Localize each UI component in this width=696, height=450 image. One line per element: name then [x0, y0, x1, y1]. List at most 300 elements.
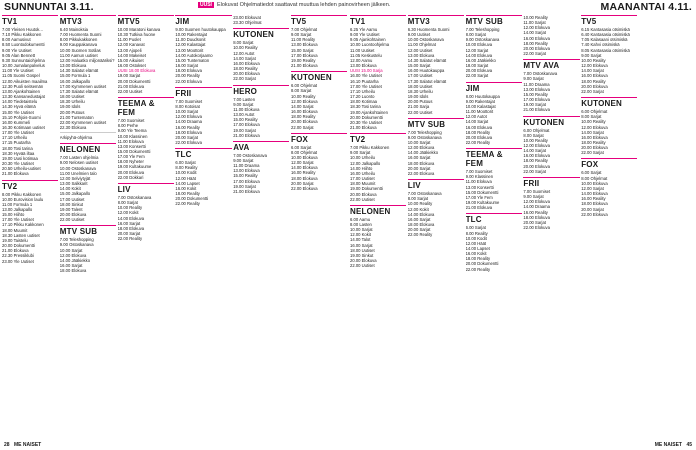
program-entry: 19.00 Dokumentti: [350, 186, 383, 192]
channel-heading: MTV SUB: [60, 225, 116, 236]
program-entry: 10.00 Reality: [407, 201, 433, 207]
program-entry: 22.00 Kymmenen uutiset: [59, 119, 107, 125]
page-footer: [0, 441, 696, 450]
program-entry: UUSI 18.00 Elokuva: [117, 68, 156, 74]
program-entry: 19.00 Reality: [291, 57, 316, 63]
program-entry: 16.00 Kokit: [175, 185, 197, 191]
program-entry: 20.00 Sarjat: [581, 206, 604, 212]
program-entry: 13.30 Kansanedustajat: [2, 94, 45, 100]
program-entry: 17.00 Yle Fem: [117, 154, 145, 160]
program-entry: 18.30 Lasten uutiset: [2, 232, 40, 238]
program-entry: 7.00 Lasten: [233, 96, 256, 102]
program-entry: 11.00 Moottorit: [465, 109, 494, 115]
program-entry: 10.00 Kodit: [465, 235, 487, 241]
program-entry: 21.00 Elokuva: [350, 124, 377, 130]
program-entry: 22.00 Elokuva: [407, 170, 435, 176]
channel-heading: MTV3: [408, 15, 464, 26]
program-entry: 12.00 Aikuisten maailma: [2, 78, 48, 84]
program-entry: 22.00 Sarjat: [465, 73, 489, 79]
program-entry: 17.30 Salatut elämät: [407, 78, 447, 84]
channel-heading: LIV: [118, 183, 174, 194]
new-badge: UUSI: [200, 2, 212, 8]
program-entry: 7.05 Kalasaani otsimiskä: [581, 37, 628, 43]
program-entry: 11.00 Reality: [291, 37, 316, 43]
program-entry: 19.00 Talent: [59, 206, 83, 212]
channel-heading: KUTONEN: [523, 116, 579, 127]
program-entry: 6.00 Sarjat: [291, 144, 312, 150]
program-entry: 18.00 Uutiset: [350, 247, 375, 253]
page-number-left: 28: [4, 442, 10, 448]
program-entry: 22.00 Uutiset: [407, 109, 433, 115]
program-entry: 10.00 Eurovision laulu: [2, 196, 44, 202]
program-entry: 12.00 Sarjat: [465, 47, 489, 53]
channel-heading: TLC: [466, 213, 522, 224]
program-entry: 15.00 Jalkapallo: [59, 191, 91, 197]
program-entry: 14.00 Sarjat: [465, 119, 489, 125]
program-entry: 7.00 Yleisen Huutok...: [2, 27, 43, 32]
program-entry: 18.00 Elokuva: [407, 222, 435, 227]
program-entry: 12.00 Elokuva: [175, 114, 202, 120]
program-entry: 16.00 Yle Uutiset: [350, 73, 382, 79]
tv-listings: [2, 15, 694, 440]
magazine-name-right: ME NAISET: [654, 442, 682, 448]
program-entry: 22.00 Sarjat: [523, 168, 546, 174]
program-entry: 18.00 Elokuva: [175, 68, 202, 74]
program-entry: 19.00 Kultakuume: [465, 200, 500, 206]
program-entry: 20.00 Dokumentti: [465, 261, 499, 267]
program-entry: 12.00 Elokuva: [523, 199, 550, 205]
program-entry: 14.00 Sarjat: [523, 148, 546, 154]
program-entry: 15.00 Reality: [233, 173, 258, 179]
program-entry: 18.00 Muumit: [2, 227, 28, 233]
channel-heading: TV2: [350, 133, 406, 144]
listing-column: [291, 15, 347, 440]
program-entry: 15.00 Tuntematon: [175, 57, 210, 63]
program-entry: 9.05 Alan Bennett: [2, 52, 36, 58]
program-entry: 18.00 Sinkut: [59, 201, 84, 207]
program-entry: 11.00 Uutiset: [350, 47, 375, 53]
page-number-right: 45: [686, 442, 692, 448]
program-entry: 9.00 Yle Teema: [117, 128, 147, 134]
program-entry: 18.00 Reality: [465, 129, 491, 135]
channel-heading: NELONEN: [60, 143, 116, 154]
program-entry: 10.00 Reality: [117, 205, 143, 211]
channel-heading: TV2: [2, 180, 58, 191]
program-entry: 15.00 Hiihto: [2, 212, 25, 218]
program-entry: 7.00 Ostoskanava: [407, 191, 442, 197]
program-entry: 19.00 Taistelu: [2, 237, 28, 243]
program-entry: 11.00 Elokuva: [233, 106, 260, 112]
program-entry: 10.30 Tutkiva huone: [117, 32, 156, 38]
program-entry: 11.00 Draama: [233, 163, 260, 169]
program-entry: 9.00 Ostoskanava: [465, 37, 500, 43]
program-entry: 18.30 Hyvää iltaa: [2, 150, 35, 156]
program-entry: 18.00 Reality: [465, 256, 491, 262]
program-entry: 7.00 Huomenta Suomi: [59, 32, 102, 38]
program-entry: 16.00 Sarjat: [175, 63, 198, 69]
program-entry: 13.00 Moottorit: [175, 47, 204, 53]
program-entry: 10.00 Elokuva: [581, 180, 608, 186]
program-entry: 20.00 Elokuva: [350, 258, 377, 264]
program-entry: 16.00 Elokuva: [523, 153, 550, 159]
program-entry: 18.00 Reality: [581, 78, 606, 84]
program-entry: 14.00 Elokuva: [117, 215, 145, 221]
program-entry: 16.00 Elokuva: [233, 60, 260, 66]
program-entry: 12.00 Jalkapallo: [350, 160, 381, 166]
program-entry: 23.00 Elokuvat: [233, 15, 261, 20]
program-entry: 16.00 Jalkapallo: [59, 78, 91, 84]
magazine-name-left: ME NAISET: [14, 442, 42, 448]
program-entry: 7.00 Ostoskanava: [233, 152, 267, 158]
program-entry: 20.00 Reality: [175, 73, 200, 79]
program-entry: 16.00 Sarjat: [59, 263, 83, 269]
program-entry: 18.00 Reality: [523, 40, 548, 46]
program-entry: 11.00 Elokuva: [465, 179, 492, 185]
program-entry: 8.00 Ohjelmat: [291, 149, 318, 155]
program-entry: 22.00 Sarjat: [291, 124, 314, 130]
listing-column: [60, 15, 116, 440]
program-entry: 20.00 Dokumentti: [350, 114, 383, 120]
program-entry: 9.05 Ajankohtainen: [350, 37, 386, 43]
program-entry: 6.00 Ohjelmat: [523, 127, 550, 133]
program-entry: 20.00 Putous: [407, 99, 433, 105]
channel-heading: TV5: [291, 15, 347, 26]
left-day-title: SUNNUNTAI 3.11.: [4, 1, 94, 13]
program-entry: 7.00 Suomiset: [175, 98, 203, 104]
program-entry: 7.00 Ostoskanava: [523, 71, 558, 77]
program-entry: 10.00 Reality: [233, 45, 258, 51]
program-entry: 14.00 Elokuva: [465, 52, 493, 58]
program-entry: 12.00 Kokit: [350, 232, 371, 238]
program-entry: 16.00 Sarjat: [117, 220, 141, 226]
program-entry: 20.00 Elokuva: [117, 169, 145, 175]
channel-heading: FOX: [581, 158, 637, 169]
program-entry: 7.00 Teleshopping: [407, 129, 442, 135]
program-entry: 6.25 Yle Aamu: [350, 27, 378, 32]
program-entry: 11.00 Yle Uutiset: [2, 68, 34, 74]
program-entry: 18.00 Elokuva: [581, 201, 608, 207]
program-entry: 12.00 Aamu: [350, 57, 373, 63]
program-entry: 22.30 Elokuva: [59, 124, 87, 130]
program-entry: 18.00 Elokuva: [407, 160, 435, 166]
program-entry: 8.00 Sarjat: [233, 40, 254, 46]
program-entry: 22.00 Reality: [175, 201, 200, 207]
header-note: [198, 2, 390, 8]
channel-heading: MTV5: [118, 15, 174, 26]
program-entry: 17.00 Yle Uutiset: [2, 130, 34, 136]
program-entry: 12.00 Sarjat: [291, 160, 314, 166]
channel-heading: HERO: [233, 85, 289, 96]
program-entry: 19.00 Idols: [59, 104, 81, 110]
program-entry: 12.00 Elokuva: [523, 142, 550, 148]
program-entry: 15.00 Reality: [233, 117, 258, 123]
program-entry: 17.30 Salatut elämät: [59, 88, 99, 94]
program-entry: 9.00 Sarjat: [523, 76, 544, 82]
program-entry: 20.00 Sarjat: [407, 227, 431, 233]
program-entry: 14.00 Jääkiekko: [407, 150, 439, 156]
program-entry: 20.00 Elokuva: [350, 191, 377, 197]
program-entry: 8.00 Sarjat: [407, 196, 429, 202]
program-entry: 20.50 Urheilu-uutiset: [2, 166, 41, 172]
program-entry: 14.30 Hyvä elämä: [2, 104, 36, 110]
program-entry: 7.00 Teleshopping: [59, 237, 94, 243]
program-entry: 9.00 Sarjat: [350, 150, 371, 156]
program-entry: 8.00 Huutokauppa: [465, 93, 500, 99]
program-entry: 12.00 Elokuva: [407, 145, 435, 151]
program-entry: 20.00 Sarjat: [117, 231, 141, 236]
program-entry: 14.00 Jääkiekko: [59, 257, 91, 263]
program-entry: 22.00 Elokuva: [175, 78, 202, 84]
program-entry: 21.00 Elokuva: [291, 63, 318, 69]
program-entry: 12.00 Kokit: [117, 210, 139, 216]
program-entry: 14.00 Sarjat: [581, 68, 604, 74]
channel-heading: AVA: [233, 141, 289, 152]
program-entry: 9.00 Sarjat: [581, 52, 602, 58]
program-entry: 22.00 Reality: [465, 266, 491, 272]
listing-column: [466, 15, 522, 440]
program-entry: 10.00 Sarjat: [407, 139, 431, 145]
program-entry: 12.00 Elokuva: [291, 98, 318, 104]
channel-heading: TV1: [350, 15, 406, 26]
program-entry: 22.00 Reality: [407, 232, 433, 238]
program-entry: 15.00 Dokumentti: [465, 189, 499, 195]
program-entry: 10.00 Rakentajat: [175, 32, 208, 38]
program-entry: 17.00 Uutiset: [407, 73, 433, 79]
channel-heading: KUTONEN: [233, 28, 289, 39]
program-entry: 17.00 Elokuva: [233, 178, 260, 184]
program-entry: 6.00 Sarjat: [175, 160, 196, 166]
program-entry: 10.00 Maratoni kanava: [117, 27, 161, 32]
program-entry: 20.00 Elokuva: [581, 83, 608, 89]
program-entry: 18.30 Tosi tarina: [350, 104, 381, 110]
program-entry: 13.00 Elokuva: [523, 86, 550, 92]
program-entry: 13.00 Elokuva: [407, 52, 435, 58]
program-entry: 14.00 Makeiset: [117, 52, 146, 58]
program-entry: 16.00 Sarjat: [407, 216, 431, 222]
program-entry: 11.00 Duudsonit: [175, 37, 206, 43]
program-entry: 18.00 Reality: [175, 191, 200, 197]
program-entry: 14.00 Sarjat: [581, 129, 604, 135]
program-entry: 13.00 Konsertti: [117, 143, 146, 149]
program-entry: 19.00 Sarjat: [233, 127, 256, 133]
program-entry: 17.00 Elokuva: [523, 97, 550, 103]
program-entry: 12.00 Elokuva: [523, 25, 550, 31]
program-entry: 9.00 Ostoskanava: [59, 242, 94, 248]
program-entry: 9.00 Kauppakanava: [59, 42, 98, 48]
program-entry: 10.00 Elokuva: [291, 154, 318, 160]
program-entry: 11.05 Keskustelu: [350, 52, 382, 58]
program-entry: 16.00 Elokuva: [291, 109, 318, 115]
program-entry: 12.00 Häät: [465, 240, 487, 246]
program-entry: 20.00 Sarjat: [407, 165, 431, 171]
channel-heading: MTV AVA: [523, 59, 579, 70]
program-entry: 12.00 Elokuva: [581, 63, 608, 69]
program-entry: 14.00 Lapset: [175, 180, 200, 186]
program-entry: 22.00 Sarjat: [581, 150, 604, 156]
program-entry: 20.00 Dokumentti: [2, 243, 35, 249]
program-entry: 18.00 Reality: [291, 114, 316, 120]
program-entry: 20.00 Elokuva: [233, 71, 260, 77]
program-entry: 14.00 Elokuva: [407, 211, 435, 217]
program-entry: 8.00 Reality: [175, 165, 198, 171]
program-entry: 12.00 Kokit: [407, 206, 429, 212]
program-entry: 8.00 Perhe: [117, 123, 139, 129]
program-entry: 13.00 Elokuva: [233, 168, 260, 174]
program-entry: 21.00 Elokuva: [523, 107, 550, 113]
program-entry: 10.00 Kalastajat: [465, 103, 496, 109]
program-entry: 18.00 Elokuva: [291, 175, 318, 181]
channel-heading: KUTONEN: [581, 97, 637, 108]
listing-column: [408, 15, 464, 440]
program-entry: 13.00 Autot: [233, 112, 255, 118]
program-entry: 16.00 Sarjat: [407, 155, 431, 161]
program-entry: 6.00 Aamu: [350, 216, 371, 222]
program-entry: 17.10 Pikku Kakkonen: [2, 222, 44, 228]
program-entry: 17.10 Urheilu: [2, 135, 27, 141]
program-entry: 14.00 Elokuva: [291, 165, 318, 171]
program-entry: 22.00 Elokuva: [581, 211, 608, 217]
program-entry: 22.00 Uutiset: [117, 88, 143, 94]
program-entry: 14.00 Sarjat: [233, 55, 256, 61]
program-entry: 16.10 Puutarha: [350, 78, 379, 84]
program-entry: 21.00 Tuntematon: [59, 114, 94, 120]
program-entry: 9.00 Sarjat: [291, 32, 312, 38]
right-day-title: MAANANTAI 4.11.: [600, 1, 692, 13]
program-entry: 7.40 Kahvi otsimiskä: [581, 42, 620, 48]
program-entry: 14.00 Draama: [523, 204, 550, 210]
program-entry: 15.00 Formula 1: [59, 73, 91, 79]
program-entry: 16.00 Reality: [523, 209, 548, 215]
program-entry: 19.00 Sarjat: [233, 183, 256, 189]
program-entry: 21.00 Elokuva: [2, 248, 29, 254]
program-entry: 8.00 Pikku Kakkonen: [2, 191, 42, 197]
program-entry: 8.00 Sarjat: [117, 200, 138, 206]
program-entry: 10.00 Sarjat: [350, 227, 373, 233]
program-entry: 20.00 Elokuva: [523, 163, 550, 169]
program-entry: 22.00 Elokuva: [291, 185, 318, 191]
program-entry: 17.00 Yle Fem: [465, 194, 493, 200]
program-entry: 12.00 Kanavat: [117, 42, 145, 48]
program-entry: 22.00 Sarjat: [233, 76, 256, 82]
program-entry: UUSI 15.00 Sarja: [350, 68, 383, 74]
program-entry: 7.00 Lasten ohjelmia: [59, 155, 99, 161]
program-entry: 16.00 Kokit: [465, 251, 487, 257]
program-entry: 21.00 Elokuva: [233, 132, 260, 138]
channel-heading: TV5: [581, 15, 637, 26]
program-entry: 8.00 Lasten: [350, 222, 372, 227]
program-entry: 8.00 Reality: [465, 230, 488, 236]
program-entry: 10.00 Jumalanpalvelus: [2, 63, 45, 69]
program-entry: 10.00 Reality: [581, 57, 606, 63]
program-entry: 19.00 Uusi kotimaa: [2, 155, 38, 161]
program-entry: 22.00 Uutiset: [59, 217, 85, 223]
program-entry: 19.00 Sinkut: [350, 252, 374, 258]
program-entry: 14.00 Kokit: [59, 186, 81, 192]
program-entry: 10.00 Kodit: [175, 170, 197, 176]
program-entry: 18.30 Urheilu: [59, 99, 85, 105]
program-entry: 12.00 Elokuva: [581, 124, 608, 130]
program-entry: 12.00 Häät: [175, 175, 196, 181]
channel-heading: FOX: [291, 133, 347, 144]
program-entry: 15.00 Aikuiset: [117, 57, 144, 63]
program-entry: 17.20 Luonto: [350, 94, 375, 100]
program-entry: 16.00 Ostokset: [117, 63, 146, 69]
program-entry: 18.00 Uutiset: [407, 83, 433, 89]
program-entry: 9.00 Yle Uutiset: [2, 47, 32, 53]
program-entry: 14.00 Sarjat: [523, 30, 546, 36]
program-entry: 14.00 Tiedetaistelu: [2, 99, 38, 105]
divider: [60, 132, 116, 133]
program-entry: 8.00 Pikkukakkonen: [59, 37, 98, 43]
program-entry: 18.00 Elokuva: [523, 214, 550, 220]
program-entry: 9.30 Sunnuntaiohjelma: [2, 57, 45, 63]
program-entry: 21.00 Elokuva: [233, 188, 260, 194]
program-entry: 9.00 Yle Uutiset: [350, 32, 380, 38]
program-entry: 11.00 Puolet: [117, 37, 141, 43]
program-entry: 8.00 Sarjat: [523, 132, 544, 138]
program-entry: 11.00 Ohjelmat: [407, 42, 436, 48]
program-entry: 10.00 Ostoskanava: [407, 37, 444, 43]
program-entry: 20.00 Elokuva: [523, 45, 550, 51]
listing-column: [2, 15, 58, 440]
program-entry: 13.00 Ajankohtainen: [2, 88, 40, 94]
program-entry: 12.00 Autot: [465, 114, 487, 120]
channel-heading: FRII: [175, 87, 231, 98]
program-entry: 9.00 Uutiset: [407, 32, 431, 38]
program-entry: 17.00 Elokuva: [291, 52, 318, 58]
program-entry: 18.00 Kotimaa: [350, 99, 378, 105]
program-entry: 18.00 Tosi tarina: [2, 145, 33, 151]
program-entry: 20.00 Elokuva: [465, 68, 493, 74]
header-note-text: Elokuvat Ohjelmatiedot saattavat muuttua lehden painovirheen jälkeen.: [216, 2, 391, 8]
program-entry: 13.00 Jalkapallo: [2, 207, 33, 212]
program-entry: 16.00 Reality: [175, 124, 200, 130]
program-entry: 22.00 Dokkari: [117, 174, 144, 180]
program-entry: 18.00 Elokuva: [117, 225, 145, 231]
program-entry: 8.00 Kotoisat: [175, 103, 200, 109]
channel-heading: JIM: [175, 15, 231, 26]
program-entry: 8.00 Ohjelmat: [581, 175, 608, 181]
channel-heading: MTV3: [60, 15, 116, 26]
program-entry: 12.00 Uutiset: [407, 47, 433, 53]
program-entry: 20.30 Yle Uutiset: [2, 161, 34, 167]
program-entry: 22.00 Uutiset: [350, 196, 375, 202]
program-entry: 16.00 Kummeli: [2, 119, 30, 125]
program-entry: 18.00 Muumit: [350, 181, 376, 187]
program-entry: 17.15 Puutarha: [2, 140, 31, 146]
program-entry: 16.00 Reality: [291, 170, 316, 176]
program-entry: 10.00 Elokuva: [465, 42, 493, 48]
program-entry: 14.00 Lapset: [465, 246, 490, 251]
program-entry: 12.00 Sarjat: [581, 185, 604, 191]
program-entry: 17.00 Yle Uutiset: [350, 83, 382, 89]
program-entry: 8.05 Kantasasia otsimiskä: [581, 47, 630, 53]
program-entry: 16.00 Sarjat: [350, 242, 373, 248]
channel-heading: LIV: [408, 179, 464, 190]
program-entry: 20.00 Sarjat: [175, 134, 198, 140]
program-entry: 7.10 Pikku Kakkonen: [2, 32, 42, 38]
program-entry: 14.00 Autokorjaamo: [175, 52, 213, 58]
program-entry: 8.00 Sarjat: [465, 32, 486, 38]
program-entry: 22.00 Elokuva: [175, 139, 202, 145]
program-entry: 7.00 Suomiset: [117, 118, 145, 124]
channel-heading: FRII: [523, 177, 579, 188]
program-entry: 13.00 Konsertti: [465, 184, 494, 190]
program-entry: 20.00 Elokuva: [291, 119, 318, 125]
program-entry: 20.30 Yle Uutiset: [350, 119, 382, 125]
program-entry: 14.00 Sarjat: [291, 103, 314, 109]
program-entry: 19.00 Kultakuume: [117, 164, 152, 170]
